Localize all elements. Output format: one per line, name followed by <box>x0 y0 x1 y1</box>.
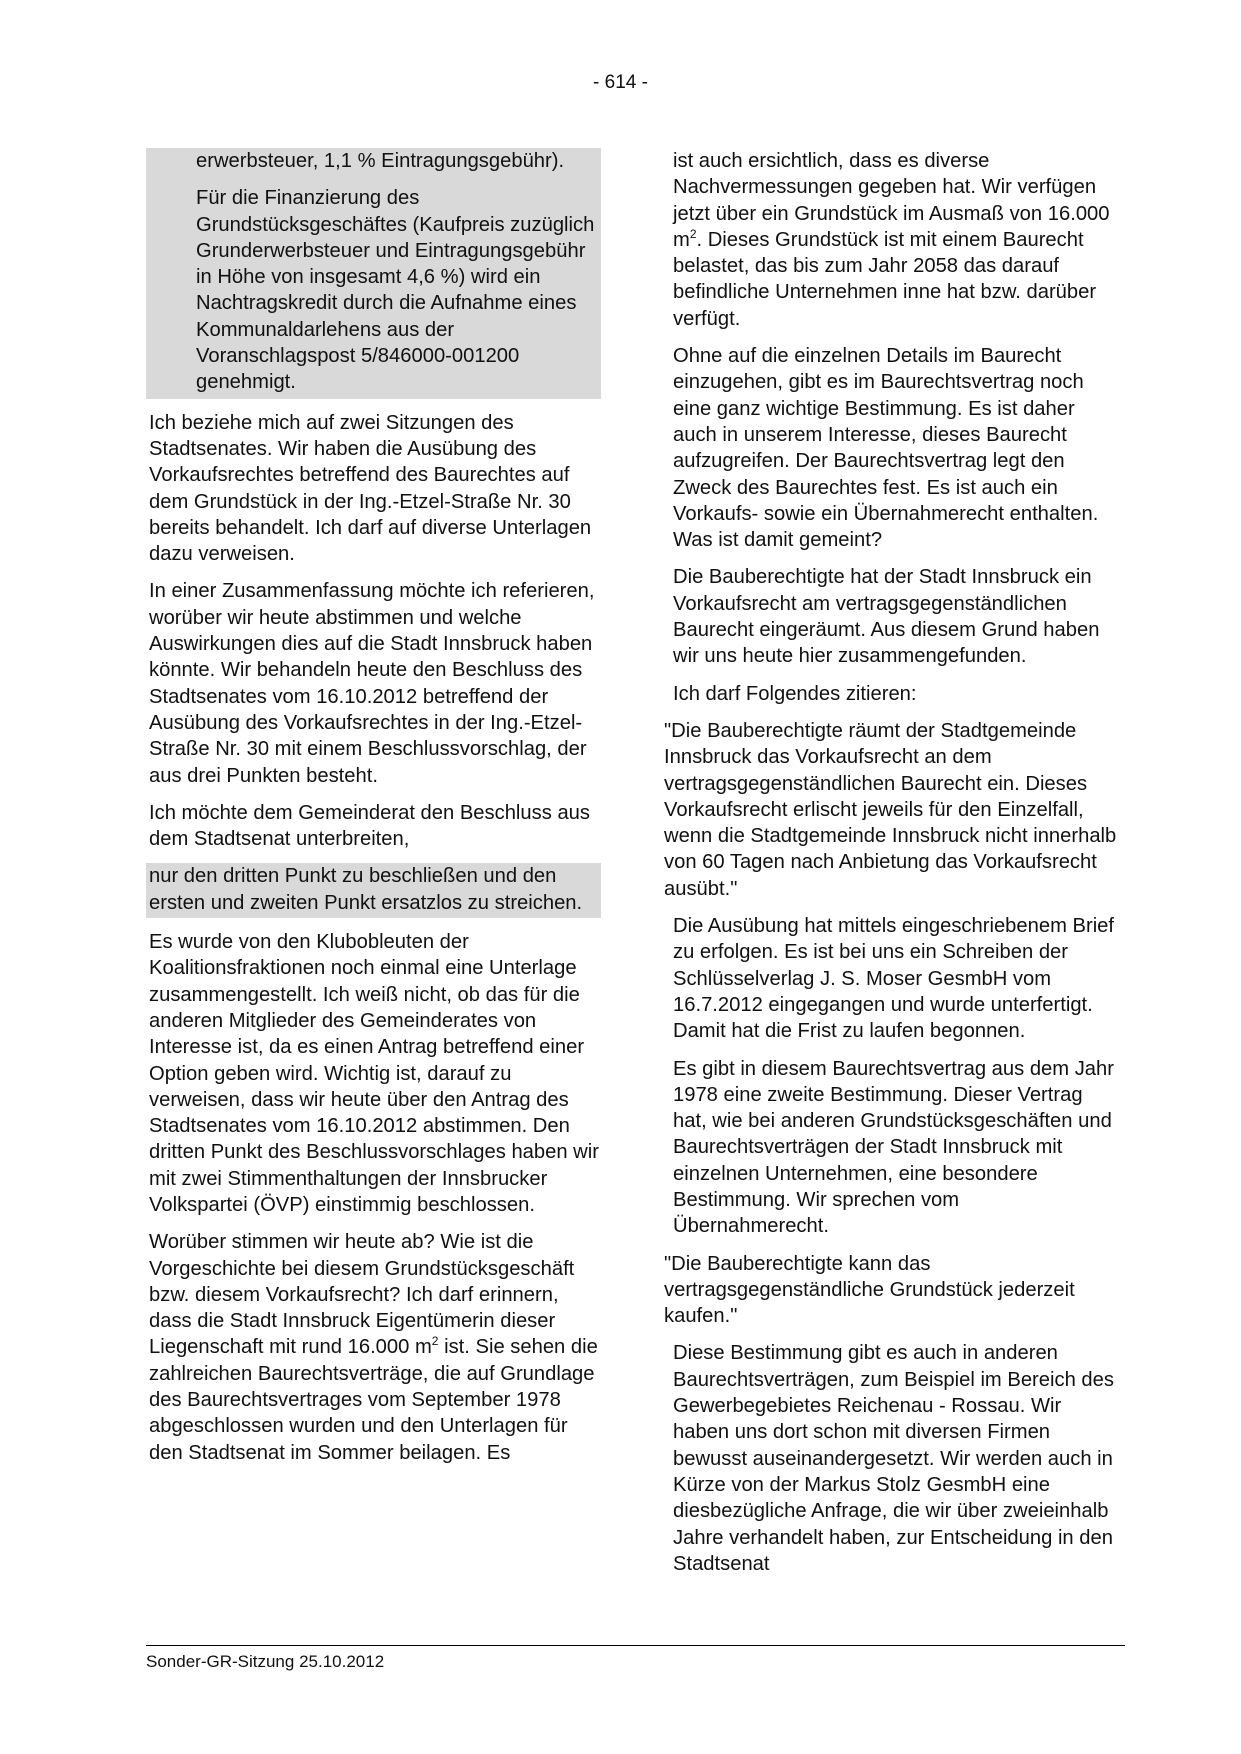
text-run: Worüber stimmen wir heute ab? Wie ist die Vorgeschichte bei diesem Grundstücksgeschäft bzw. diesem Vorkaufsrecht? Ich darf erinnern, dass die Stadt Innsbruck Eigentümerin dieser Liegenschaft mit rund 16.000 m <box>149 1231 575 1359</box>
paragraph: Ohne auf die einzelnen Details im Baurecht einzugehen, gibt es im Baurechtsvertrag noch eine ganz wichtige Bestimmung. Es ist daher auch in unserem Interesse, dieses Baurecht aufzugreifen. Der Baurechtsvertrag legt den Zweck des Baurechtes fest. Es ist auch ein Vorkaufs- sowie ein Übernahmerecht enthalten. Was ist damit gemeint? <box>673 345 1099 552</box>
left-column <box>146 148 601 1477</box>
shaded-paragraph: nur den dritten Punkt zu beschließen und den ersten und zweiten Punkt ersatzlos zu streichen. <box>146 863 601 918</box>
paragraph: Es wurde von den Klubobleuten der Koalitionsfraktionen noch einmal eine Unterlage zusammengestellt. Ich weiß nicht, ob das für die anderen Mitglieder des Gemeinderates von Interesse ist, da es einen Antrag betreffend einer Option geben wird. Wichtig ist, darauf zu verweisen, dass wir heute über den Antrag des Stadtsenates vom 16.10.2012 abstimmen. Den dritten Punkt des Beschlussvorschlages haben wir mit zwei Stimmenthaltungen der Innsbrucker Volkspartei (ÖVP) einstimmig beschlossen. <box>149 931 599 1216</box>
page-number: - 614 - <box>593 72 648 93</box>
paragraph: Ich möchte dem Gemeinderat den Beschluss aus dem Stadtsenat unterbreiten, <box>149 801 590 851</box>
paragraph: Die Bauberechtigte hat der Stadt Innsbruck ein Vorkaufsrecht am vertragsgegenständlichen Baurecht eingeräumt. Aus diesem Grund haben wir uns heute hier zusammengefunden. <box>673 566 1100 668</box>
footer-divider <box>146 1645 1125 1646</box>
paragraph: Es gibt in diesem Baurechtsvertrag aus dem Jahr 1978 eine zweite Bestimmung. Dieser Vertrag hat, wie bei anderen Grundstücksgeschäften und Baurechtsverträgen der Stadt Innsbruck mit einzelnen Unternehmen, eine besondere Bestimmung. Wir sprechen vom Übernahmerecht. <box>673 1057 1114 1238</box>
paragraph: In einer Zusammenfassung möchte ich referieren, worüber wir heute abstimmen und welche Auswirkungen dies auf die Stadt Innsbruck haben könnte. Wir behandeln heute den Beschluss des Stadtsenates vom 16.10.2012 betreffend der Ausübung des Vorkaufsrechtes in der Ing.-Etzel-Straße Nr. 30 mit einem Beschlussvorschlag, der aus drei Punkten besteht. <box>149 580 595 787</box>
right-column <box>664 148 1119 1588</box>
text-run: . Dieses Grundstück ist mit einem Baurecht belastet, das bis zum Jahr 2058 das darauf befindliche Unternehmen inne hat bzw. darüber verfügt. <box>673 228 1097 330</box>
paragraph <box>146 1229 601 1466</box>
paragraph: Ich darf Folgendes zitieren: <box>673 682 917 705</box>
shaded-resolution-block <box>146 148 601 399</box>
paragraph <box>664 148 1119 332</box>
resolution-fee-text: erwerbsteuer, 1,1 % Eintragungsgebühr). <box>196 150 565 172</box>
superscript: 2 <box>431 1334 439 1349</box>
superscript: 2 <box>689 226 697 241</box>
paragraph: Die Ausübung hat mittels eingeschriebenem Brief zu erfolgen. Es ist bei uns ein Schreiben der Schlüsselverlag J. S. Moser GesmbH vom 16.7.2012 eingegangen und wurde unterfertigt. Damit hat die Frist zu laufen begonnen. <box>673 915 1115 1043</box>
resolution-financing-text: Für die Finanzierung des Grundstücksgeschäftes (Kaufpreis zuzüglich Grunderwerbsteuer und Eintragungsgebühr in Höhe von insgesamt 4,6 %) wird ein Nachtragskredit durch die Aufnahme eines Kommunaldarlehens aus der Voranschlagspost 5/846000-001200 genehmigt. <box>196 187 595 394</box>
quote: "Die Bauberechtigte räumt der Stadtgemeinde Innsbruck das Vorkaufsrecht an dem vertragsgegenständlichen Baurecht ein. Dieses Vorkaufsrecht erlischt jeweils für den Einzelfall, wenn die Stadtgemeinde Innsbruck nicht innerhalb von 60 Tagen nach Anbietung das Vorkaufsrecht ausübt." <box>664 719 1117 900</box>
text-run: ist auch ersichtlich, dass es diverse Nachvermessungen gegeben hat. Wir verfügen jetzt über ein Grundstück im Ausmaß von 16.000 m <box>673 150 1110 251</box>
quote: "Die Bauberechtigte kann das vertragsgegenständliche Grundstück jederzeit kaufen." <box>664 1252 1075 1328</box>
text-run: ist. Sie sehen die zahlreichen Baurechtsverträge, die auf Grundlage des Baurechtsvertrages vom September 1978 abgeschlossen wurden und den Unterlagen für den Stadtsenat im Sommer beilagen. Es <box>149 1336 598 1464</box>
footer-session-label: Sonder-GR-Sitzung 25.10.2012 <box>146 1652 385 1671</box>
paragraph: Ich beziehe mich auf zwei Sitzungen des Stadtsenates. Wir haben die Ausübung des Vorkaufsrechtes betreffend des Baurechtes auf dem Grundstück in der Ing.-Etzel-Straße Nr. 30 bereits behandelt. Ich darf auf diverse Unterlagen dazu verweisen. <box>149 411 592 566</box>
paragraph: Diese Bestimmung gibt es auch in anderen Baurechtsverträgen, zum Beispiel im Bereich des Gewerbegebietes Reichenau - Rossau. Wir haben uns dort schon mit diversen Firmen bewusst auseinandergesetzt. Wir werden auch in Kürze von der Markus Stolz GesmbH eine diesbezügliche Anfrage, die wir über zweieinhalb Jahre verhandelt haben, zur Entscheidung in den Stadtsenat <box>673 1342 1114 1575</box>
